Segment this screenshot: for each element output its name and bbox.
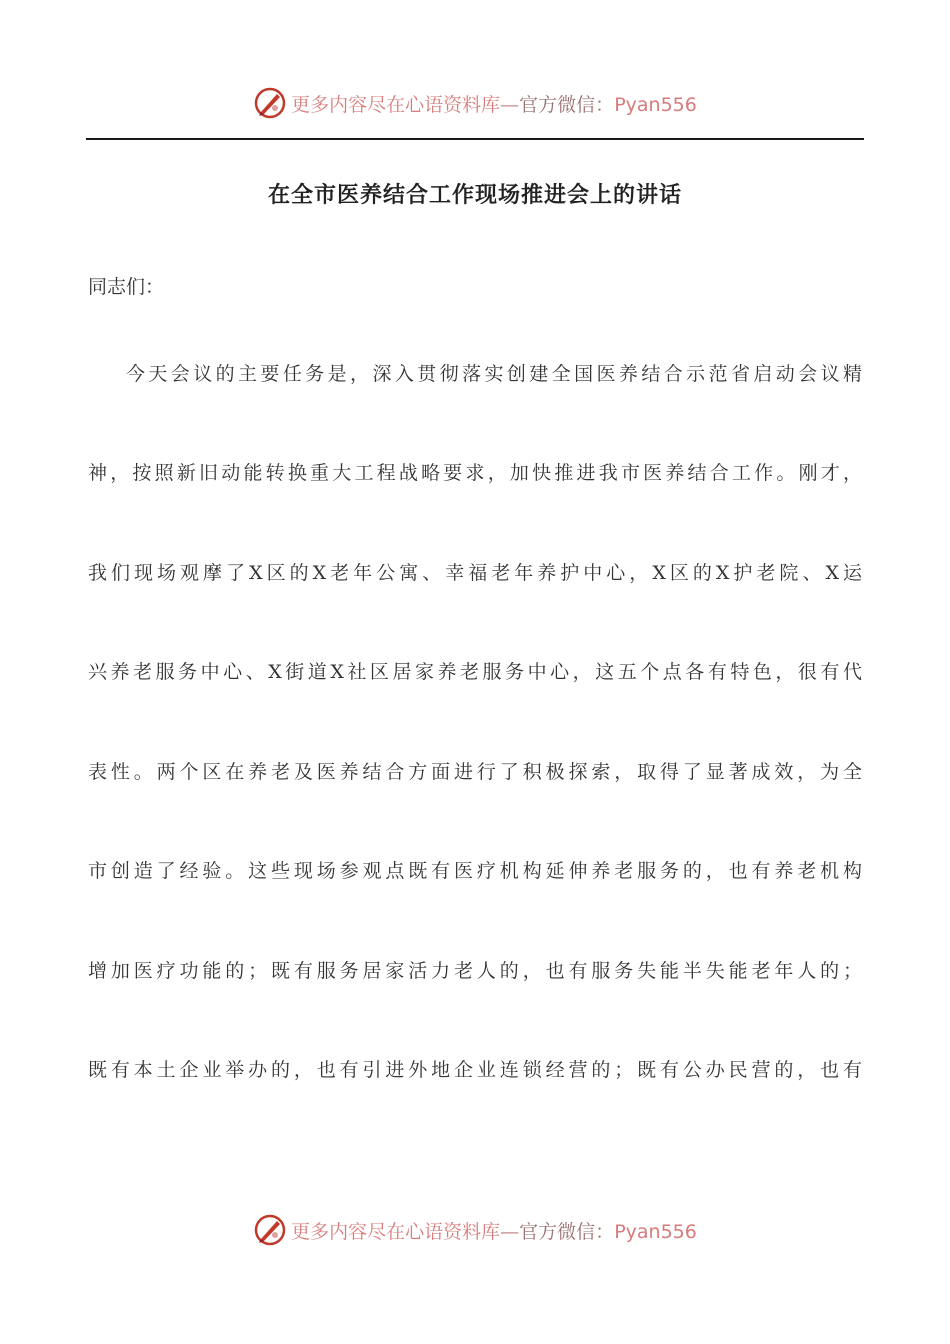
banner-promo: 更多内容尽在心语资料库 (291, 93, 501, 116)
header-divider (86, 138, 864, 140)
banner-wechat-id: Pyan556 (614, 93, 697, 116)
paragraph-line: 增加医疗功能的；既有服务居家活力老人的，也有服务失能半失能老年人的； (88, 960, 862, 982)
banner-text (291, 90, 697, 117)
banner-wechat-id: Pyan556 (614, 1220, 697, 1243)
header-banner (0, 83, 950, 123)
salutation: 同志们： (88, 276, 165, 298)
pen-logo-icon (253, 86, 287, 120)
banner-separator: — (500, 1220, 520, 1243)
footer-banner (0, 1210, 950, 1250)
banner-text (291, 1217, 697, 1244)
paragraph-line: 既有本土企业举办的，也有引进外地企业连锁经营的；既有公办民营的，也有 (88, 1059, 862, 1081)
paragraph-line: 今天会议的主要任务是，深入贯彻落实创建全国医养结合示范省启动会议精 (126, 363, 862, 385)
paragraph-line: 市创造了经验。这些现场参观点既有医疗机构延伸养老服务的，也有养老机构 (88, 860, 862, 882)
paragraph-line: 我们现场观摩了X区的X老年公寓、幸福老年养护中心，X区的X护老院、X运 (88, 562, 862, 584)
paragraph-line: 表性。两个区在养老及医养结合方面进行了积极探索，取得了显著成效，为全 (88, 761, 862, 783)
banner-wechat-label: 官方微信： (519, 1220, 615, 1243)
document-title: 在全市医养结合工作现场推进会上的讲话 (267, 183, 682, 208)
banner-wechat-label: 官方微信： (519, 93, 615, 116)
banner-promo: 更多内容尽在心语资料库 (291, 1220, 501, 1243)
banner-separator: — (500, 93, 520, 116)
pen-logo-icon (253, 1213, 287, 1247)
paragraph-line: 神，按照新旧动能转换重大工程战略要求，加快推进我市医养结合工作。刚才， (88, 462, 862, 484)
paragraph-line: 兴养老服务中心、X街道X社区居家养老服务中心，这五个点各有特色，很有代 (88, 661, 862, 683)
